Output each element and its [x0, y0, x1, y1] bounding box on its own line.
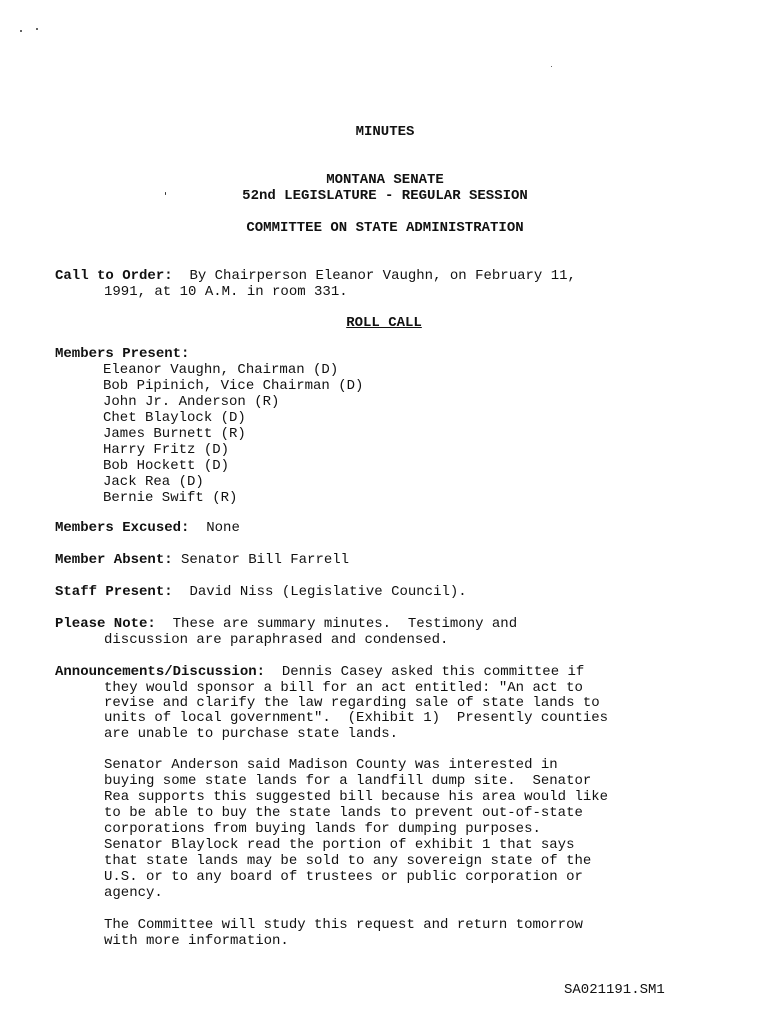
please-note-label: Please Note: [55, 616, 156, 632]
call-to-order-label: Call to Order: [55, 268, 173, 284]
members-excused [55, 520, 240, 536]
member-item: Jack Rea (D) [103, 474, 204, 490]
member-item: Chet Blaylock (D) [103, 410, 246, 426]
member-absent-label: Member Absent: [55, 552, 173, 568]
staff-present [55, 584, 467, 600]
discussion-line: to be able to buy the state lands to prevent out-of-state [104, 805, 583, 821]
announcements-line: they would sponsor a bill for an act entitled: "An act to [104, 680, 583, 696]
announcements-line: revise and clarify the law regarding sale of state lands to [104, 695, 600, 711]
members-excused-value: None [206, 520, 240, 536]
member-item: Bernie Swift (R) [103, 490, 238, 506]
member-item: Harry Fritz (D) [103, 442, 230, 458]
member-item: Bob Pipinich, Vice Chairman (D) [103, 378, 364, 394]
discussion-line: that state lands may be sold to any sovereign state of the [104, 853, 592, 869]
member-item: James Burnett (R) [103, 426, 246, 442]
scan-speck [20, 30, 22, 32]
members-present-label: Members Present: [55, 346, 190, 362]
discussion-line: Senator Anderson said Madison County was interested in [104, 757, 558, 773]
closing-line: with more information. [104, 933, 289, 949]
announcements-label: Announcements/Discussion: [55, 664, 266, 680]
scan-speck [36, 28, 38, 30]
member-absent-value: Senator Bill Farrell [181, 552, 350, 568]
roll-call-heading: ROLL CALL [346, 315, 422, 331]
please-note-text: These are summary minutes. Testimony and [172, 616, 518, 632]
call-to-order-continued: 1991, at 10 A.M. in room 331. [104, 284, 348, 300]
members-excused-label: Members Excused: [55, 520, 190, 536]
session-name: 52nd LEGISLATURE - REGULAR SESSION [242, 188, 528, 204]
document-title: MINUTES [355, 124, 415, 140]
scan-speck [551, 66, 552, 67]
member-absent [55, 552, 349, 568]
call-to-order [55, 268, 576, 284]
member-item: John Jr. Anderson (R) [103, 394, 280, 410]
announcements [55, 664, 584, 680]
discussion-line: Senator Blaylock read the portion of exhibit 1 that says [104, 837, 575, 853]
announcements-line: are unable to purchase state lands. [104, 726, 399, 742]
member-item: Bob Hockett (D) [103, 458, 230, 474]
discussion-line: agency. [104, 885, 163, 901]
committee-name: COMMITTEE ON STATE ADMINISTRATION [246, 220, 524, 236]
discussion-line: Rea supports this suggested bill because his area would like [104, 789, 609, 805]
closing-line: The Committee will study this request and return tomorrow [104, 917, 583, 933]
discussion-line: corporations from buying lands for dumping purposes. [104, 821, 541, 837]
please-note-continued: discussion are paraphrased and condensed. [104, 632, 449, 648]
discussion-line: buying some state lands for a landfill dump site. Senator [104, 773, 592, 789]
discussion-line: U.S. or to any board of trustees or public corporation or [104, 869, 583, 885]
staff-present-value: David Niss (Legislative Council). [189, 584, 467, 600]
document-code: SA021191.SM1 [564, 982, 665, 998]
announcements-line: units of local government". (Exhibit 1) Presently counties [104, 710, 609, 726]
please-note [55, 616, 517, 632]
staff-present-label: Staff Present: [55, 584, 173, 600]
member-item: Eleanor Vaughn, Chairman (D) [103, 362, 339, 378]
announcements-text: Dennis Casey asked this committee if [281, 664, 585, 680]
body-name: MONTANA SENATE [326, 172, 444, 188]
call-to-order-text: By Chairperson Eleanor Vaughn, on February 11, [189, 268, 576, 284]
